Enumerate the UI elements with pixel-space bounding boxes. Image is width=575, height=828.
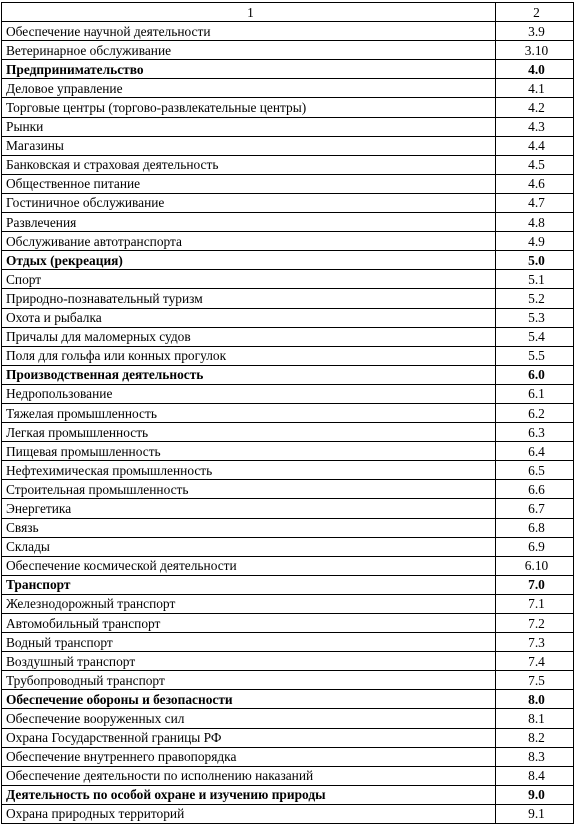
activity-name-cell: Связь (2, 518, 496, 537)
activity-code-cell: 4.6 (496, 174, 574, 193)
activity-code-cell: 7.5 (496, 671, 574, 690)
activity-code-cell: 4.7 (496, 193, 574, 212)
section-row (2, 251, 574, 270)
section-row (2, 60, 574, 79)
activity-name-cell: Тяжелая промышленность (2, 403, 496, 422)
activity-name-cell: Деятельность по особой охране и изучению природы (2, 785, 496, 804)
table-row (2, 480, 574, 499)
activity-name-cell: Отдых (рекреация) (2, 251, 496, 270)
activity-name-cell: Обеспечение космической деятельности (2, 556, 496, 575)
table-row (2, 518, 574, 537)
section-row (2, 690, 574, 709)
table-row (2, 174, 574, 193)
table-row (2, 652, 574, 671)
table-row (2, 709, 574, 728)
activity-name-cell: Транспорт (2, 575, 496, 594)
activity-code-cell: 5.5 (496, 346, 574, 365)
activity-code-cell: 4.1 (496, 79, 574, 98)
table-row (2, 614, 574, 633)
header-cell-2: 2 (496, 3, 574, 22)
table-row (2, 270, 574, 289)
activity-code-cell: 6.3 (496, 423, 574, 442)
table-row (2, 442, 574, 461)
activity-code-cell: 7.3 (496, 633, 574, 652)
activity-code-cell: 8.4 (496, 766, 574, 785)
table-row (2, 499, 574, 518)
table-row (2, 232, 574, 251)
activity-name-cell: Охрана Государственной границы РФ (2, 728, 496, 747)
table-row (2, 213, 574, 232)
activity-code-cell: 6.0 (496, 365, 574, 384)
activity-code-cell: 7.0 (496, 575, 574, 594)
activity-code-cell: 8.3 (496, 747, 574, 766)
section-row (2, 575, 574, 594)
activity-name-cell: Магазины (2, 136, 496, 155)
activity-code-cell: 6.5 (496, 461, 574, 480)
table-row (2, 747, 574, 766)
activity-code-cell: 8.1 (496, 709, 574, 728)
activity-name-cell: Ветеринарное обслуживание (2, 41, 496, 60)
activity-name-cell: Пищевая промышленность (2, 442, 496, 461)
activity-name-cell: Обеспечение деятельности по исполнению наказаний (2, 766, 496, 785)
activity-name-cell: Обеспечение научной деятельности (2, 22, 496, 41)
activity-name-cell: Водный транспорт (2, 633, 496, 652)
activity-name-cell: Энергетика (2, 499, 496, 518)
activity-code-cell: 4.2 (496, 98, 574, 117)
activity-code-cell: 6.4 (496, 442, 574, 461)
activity-code-cell: 6.2 (496, 403, 574, 422)
activity-name-cell: Обеспечение обороны и безопасности (2, 690, 496, 709)
table-row (2, 41, 574, 60)
activity-code-cell: 5.2 (496, 289, 574, 308)
table-row (2, 155, 574, 174)
table-row (2, 633, 574, 652)
table-row (2, 193, 574, 212)
activity-name-cell: Обслуживание автотранспорта (2, 232, 496, 251)
activity-name-cell: Причалы для маломерных судов (2, 327, 496, 346)
activity-code-cell: 7.2 (496, 614, 574, 633)
activity-code-cell: 5.4 (496, 327, 574, 346)
activity-code-cell: 4.4 (496, 136, 574, 155)
activity-name-cell: Обеспечение вооруженных сил (2, 709, 496, 728)
activity-code-cell: 8.2 (496, 728, 574, 747)
section-row (2, 785, 574, 804)
activity-code-cell: 6.1 (496, 384, 574, 403)
land-use-table (1, 2, 574, 824)
activity-name-cell: Воздушный транспорт (2, 652, 496, 671)
activity-name-cell: Охрана природных территорий (2, 804, 496, 823)
activity-code-cell: 6.8 (496, 518, 574, 537)
header-cell-1: 1 (2, 3, 496, 22)
table-row (2, 346, 574, 365)
activity-code-cell: 6.9 (496, 537, 574, 556)
table-row (2, 537, 574, 556)
activity-code-cell: 4.0 (496, 60, 574, 79)
table-row (2, 766, 574, 785)
activity-name-cell: Общественное питание (2, 174, 496, 193)
activity-name-cell: Железнодорожный транспорт (2, 594, 496, 613)
table-row (2, 289, 574, 308)
activity-name-cell: Трубопроводный транспорт (2, 671, 496, 690)
table-row (2, 403, 574, 422)
activity-code-cell: 4.8 (496, 213, 574, 232)
activity-code-cell: 4.3 (496, 117, 574, 136)
activity-code-cell: 6.6 (496, 480, 574, 499)
header-row (2, 3, 574, 22)
activity-name-cell: Нефтехимическая промышленность (2, 461, 496, 480)
table-row (2, 461, 574, 480)
activity-code-cell: 7.1 (496, 594, 574, 613)
activity-name-cell: Склады (2, 537, 496, 556)
activity-name-cell: Поля для гольфа или конных прогулок (2, 346, 496, 365)
activity-name-cell: Развлечения (2, 213, 496, 232)
table-row (2, 327, 574, 346)
activity-name-cell: Торговые центры (торгово-развлекательные центры) (2, 98, 496, 117)
table-row (2, 98, 574, 117)
activity-name-cell: Недропользование (2, 384, 496, 403)
table-row (2, 423, 574, 442)
activity-code-cell: 8.0 (496, 690, 574, 709)
activity-name-cell: Гостиничное обслуживание (2, 193, 496, 212)
table-row (2, 728, 574, 747)
table-body (2, 3, 574, 824)
activity-name-cell: Спорт (2, 270, 496, 289)
activity-code-cell: 3.10 (496, 41, 574, 60)
activity-code-cell: 5.1 (496, 270, 574, 289)
activity-code-cell: 5.0 (496, 251, 574, 270)
activity-code-cell: 4.5 (496, 155, 574, 174)
activity-name-cell: Автомобильный транспорт (2, 614, 496, 633)
section-row (2, 365, 574, 384)
table-row (2, 384, 574, 403)
activity-name-cell: Банковская и страховая деятельность (2, 155, 496, 174)
table-row (2, 671, 574, 690)
activity-code-cell: 5.3 (496, 308, 574, 327)
activity-name-cell: Рынки (2, 117, 496, 136)
activity-code-cell: 4.9 (496, 232, 574, 251)
activity-name-cell: Легкая промышленность (2, 423, 496, 442)
activity-code-cell: 3.9 (496, 22, 574, 41)
table-row (2, 22, 574, 41)
table-row (2, 117, 574, 136)
activity-name-cell: Охота и рыбалка (2, 308, 496, 327)
activity-code-cell: 9.1 (496, 804, 574, 823)
activity-name-cell: Строительная промышленность (2, 480, 496, 499)
activity-name-cell: Деловое управление (2, 79, 496, 98)
activity-code-cell: 6.7 (496, 499, 574, 518)
table-row (2, 594, 574, 613)
table-row (2, 79, 574, 98)
activity-name-cell: Производственная деятельность (2, 365, 496, 384)
activity-name-cell: Природно-познавательный туризм (2, 289, 496, 308)
activity-code-cell: 7.4 (496, 652, 574, 671)
table-row (2, 804, 574, 823)
activity-code-cell: 6.10 (496, 556, 574, 575)
activity-name-cell: Обеспечение внутреннего правопорядка (2, 747, 496, 766)
table-row (2, 136, 574, 155)
activity-code-cell: 9.0 (496, 785, 574, 804)
activity-name-cell: Предпринимательство (2, 60, 496, 79)
table-row (2, 556, 574, 575)
table-row (2, 308, 574, 327)
